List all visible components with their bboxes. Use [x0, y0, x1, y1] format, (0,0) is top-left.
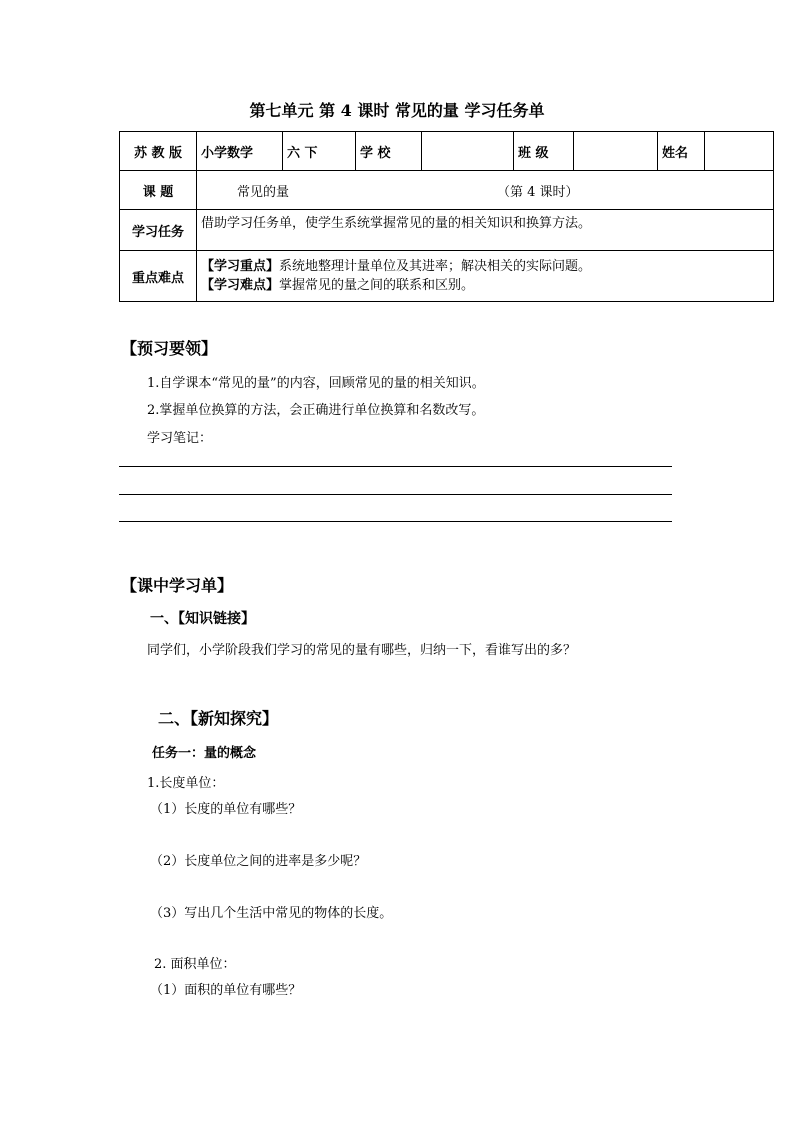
preview-item-2: 2.掌握单位换算的方法，会正确进行单位换算和名数改写。 — [147, 403, 485, 418]
knowledge-link-text: 同学们，小学阶段我们学习的常见的量有哪些，归纳一下，看谁写出的多？ — [147, 643, 577, 658]
topic-value: 常见的量 — [237, 184, 290, 200]
school-field[interactable] — [422, 132, 514, 171]
key-point-line — [201, 257, 769, 276]
task-one-title: 任务一：量的概念 — [152, 746, 257, 761]
difficulty-line — [201, 276, 769, 295]
key-point-text: 系统地整理计量单位及其进率；解决相关的实际问题。 — [279, 259, 592, 274]
key-cell — [197, 251, 774, 302]
class-field[interactable] — [574, 132, 658, 171]
preview-item-1: 1.自学课本“常见的量”的内容，回顾常见的量的相关知识。 — [147, 376, 485, 391]
notes-line-3[interactable] — [119, 521, 672, 522]
length-question-1: （1）长度的单位有哪些？ — [150, 802, 302, 817]
grade-cell: 六 下 — [283, 132, 356, 171]
class-label: 班 级 — [514, 132, 574, 171]
notes-line-1[interactable] — [119, 466, 672, 467]
lesson-number: （第 4 课时） — [497, 184, 579, 200]
info-table — [119, 131, 774, 302]
page-title: 第七单元 第 4 课时 常见的量 学习任务单 — [249, 101, 545, 120]
topic-cell — [197, 171, 774, 210]
task-value: 借助学习任务单，使学生系统掌握常见的量的相关知识和换算方法。 — [197, 210, 774, 251]
subject-cell: 小学数学 — [197, 132, 283, 171]
edition-label: 苏 教 版 — [120, 132, 197, 171]
key-label: 重点难点 — [120, 251, 197, 302]
name-field[interactable] — [705, 132, 774, 171]
knowledge-link-heading: 一、【知识链接】 — [150, 611, 255, 627]
school-label: 学 校 — [356, 132, 422, 171]
area-question-1: （1）面积的单位有哪些？ — [150, 983, 302, 998]
notes-label: 学习笔记： — [147, 431, 213, 446]
difficulty-text: 掌握常见的量之间的联系和区别。 — [279, 278, 475, 293]
new-knowledge-heading: 二、【新知探究】 — [158, 709, 279, 728]
key-point-tag: 【学习重点】 — [201, 259, 280, 274]
topic-label: 课 题 — [120, 171, 197, 210]
task-label: 学习任务 — [120, 210, 197, 251]
area-heading: 2. 面积单位： — [154, 957, 236, 972]
name-label: 姓名 — [658, 132, 705, 171]
difficulty-tag: 【学习难点】 — [201, 278, 280, 293]
length-question-2: （2）长度单位之间的进率是多少呢？ — [150, 854, 367, 869]
length-question-3: （3）写出几个生活中常见的物体的长度。 — [150, 906, 393, 921]
notes-line-2[interactable] — [119, 494, 672, 495]
in-class-heading: 【课中学习单】 — [121, 576, 234, 595]
length-heading: 1.长度单位： — [147, 776, 225, 791]
preview-heading: 【预习要领】 — [121, 339, 218, 358]
